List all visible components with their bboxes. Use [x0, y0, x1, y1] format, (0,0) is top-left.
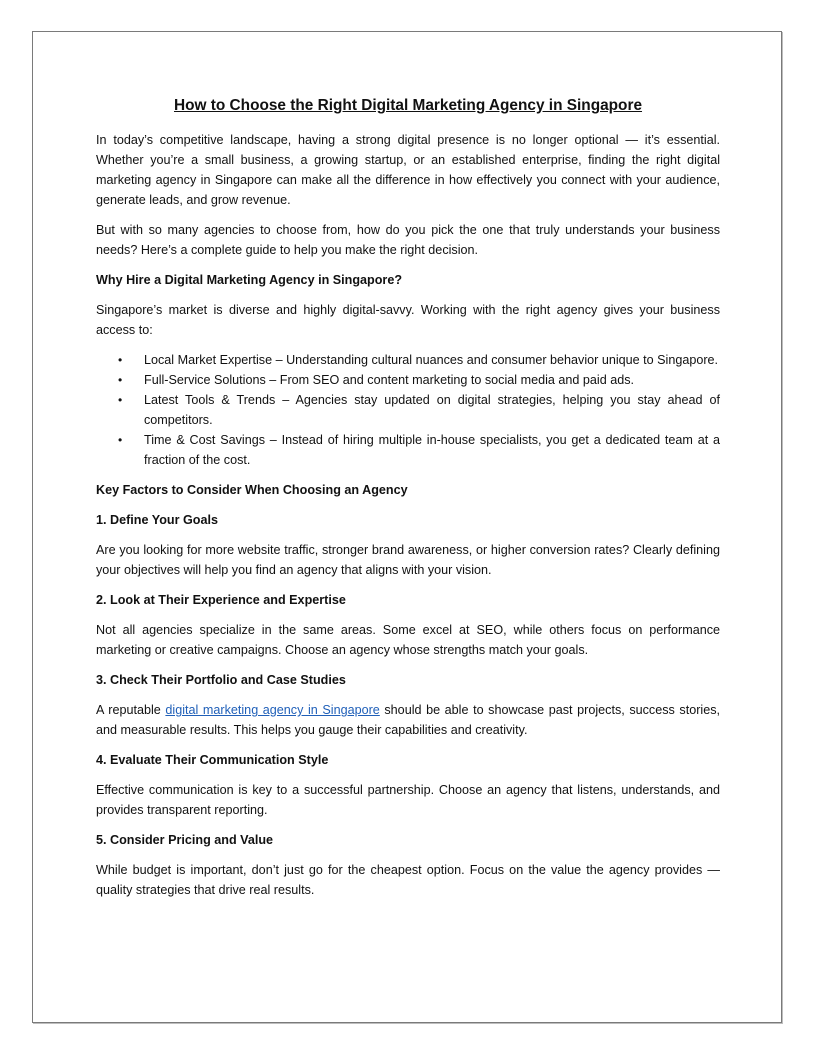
benefits-list	[96, 350, 720, 470]
list-item	[96, 350, 720, 370]
document-title: How to Choose the Right Digital Marketing Agency in Singapore	[173, 97, 643, 114]
factor-heading-communication: 4. Evaluate Their Communication Style	[96, 753, 329, 767]
list-item	[96, 370, 720, 390]
list-item	[96, 430, 720, 470]
portfolio-text-before: A reputable	[96, 703, 166, 717]
list-item-text: Full-Service Solutions – From SEO and content marketing to social media and paid ads.	[144, 373, 635, 387]
bullet-icon: •	[118, 373, 123, 387]
factor-heading-pricing: 5. Consider Pricing and Value	[96, 833, 274, 847]
factor-paragraph-experience: Not all agencies specialize in the same areas. Some excel at SEO, while others focus on performance marketing or creative campaigns. Choose an agency whose strengths match your goals.	[96, 623, 720, 657]
factor-paragraph-goals: Are you looking for more website traffic, stronger brand awareness, or higher conversion rates? Clearly defining your objectives will help you find an agency that aligns with your vision.	[96, 543, 720, 577]
why-paragraph: Singapore’s market is diverse and highly digital-savvy. Working with the right agency gives your business access to:	[96, 303, 720, 337]
list-item	[96, 390, 720, 430]
portfolio-text-after: should be able to showcase past projects, success stories, and measurable results. This helps you gauge their capabilities and creativity.	[96, 703, 721, 737]
bullet-icon: •	[118, 393, 123, 407]
factor-heading-experience: 2. Look at Their Experience and Expertise	[96, 593, 346, 607]
document-body	[96, 96, 720, 910]
agency-link[interactable]: digital marketing agency in Singapore	[165, 703, 380, 717]
list-item-text: Local Market Expertise – Understanding cultural nuances and consumer behavior unique to Singapore.	[144, 353, 719, 367]
intro-paragraph-1: In today’s competitive landscape, having a strong digital presence is no longer optional — it’s essential. Whether you’re a small business, a growing startup, or an established enterprise, finding the right digital marketing agency in Singapore can make all the difference in how effectively you connect with your audience, generate leads, and grow revenue.	[96, 133, 720, 207]
bullet-icon: •	[118, 353, 123, 367]
factor-paragraph-communication: Effective communication is key to a successful partnership. Choose an agency that listens, understands, and provides transparent reporting.	[96, 783, 720, 817]
factor-paragraph-pricing: While budget is important, don’t just go for the cheapest option. Focus on the value the agency provides — quality strategies that drive real results.	[96, 863, 720, 897]
section-heading-why: Why Hire a Digital Marketing Agency in Singapore?	[96, 273, 403, 287]
list-item-text: Latest Tools & Trends – Agencies stay updated on digital strategies, helping you stay ahead of competitors.	[144, 393, 720, 427]
list-item-text: Time & Cost Savings – Instead of hiring multiple in-house specialists, you get a dedicated team at a fraction of the cost.	[144, 433, 720, 467]
bullet-icon: •	[118, 433, 123, 447]
factor-heading-goals: 1. Define Your Goals	[96, 513, 219, 527]
factor-heading-portfolio: 3. Check Their Portfolio and Case Studies	[96, 673, 346, 687]
intro-paragraph-2: But with so many agencies to choose from, how do you pick the one that truly understands your business needs? Here’s a complete guide to help you make the right decision.	[96, 223, 720, 257]
factor-paragraph-portfolio	[96, 700, 720, 740]
section-heading-key-factors: Key Factors to Consider When Choosing an Agency	[96, 483, 408, 497]
